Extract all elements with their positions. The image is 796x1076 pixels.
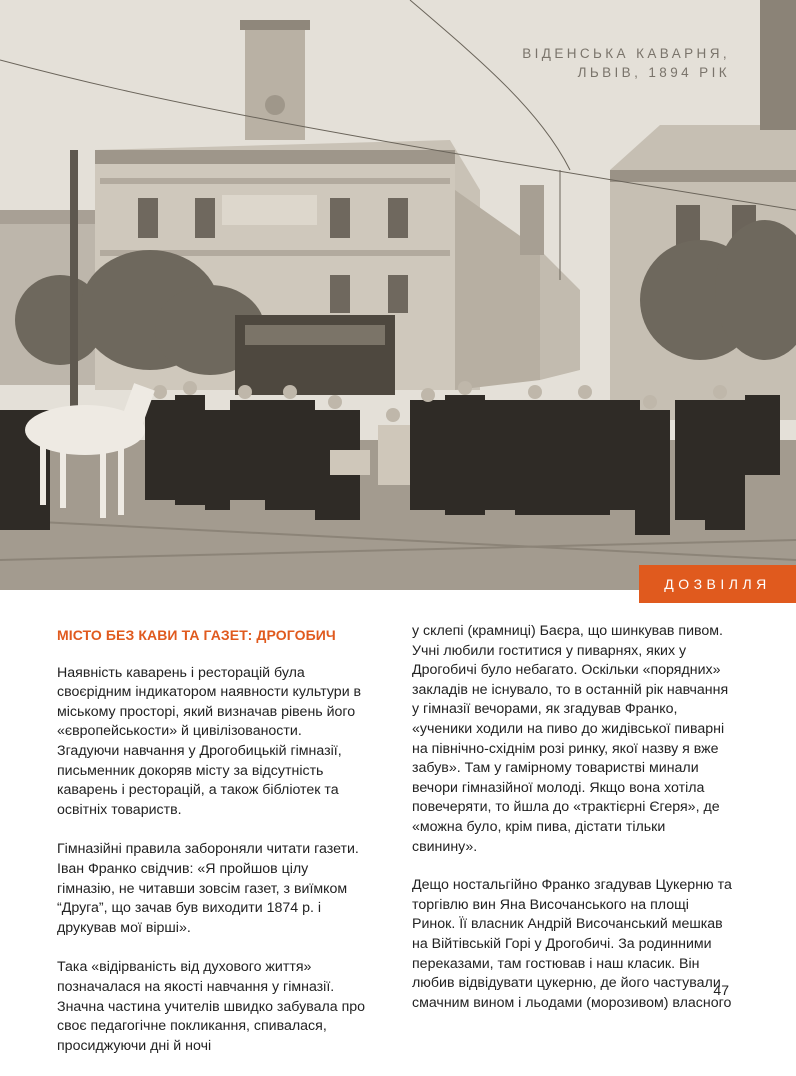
article-right-column	[412, 622, 732, 1032]
caption-line-2: ЛЬВІВ, 1894 РІК	[577, 65, 730, 80]
paragraph: Гімназійні правила забороняли читати газети. Іван Франко свідчив: «Я пройшов цілу гімназію, не читавши зовсім газет, з виїмком “Друга”, що зачав був виходити 1874 р. і друкував мої вірші».	[57, 841, 359, 936]
paragraph: Така «відірваність від духового життя» позначалася на якості навчання у гімназії. Значна частина учителів швидко забувала про своє педагогічне покликання, спивалася, просиджуючи дні й ночі	[57, 959, 366, 1054]
page-number: 47	[713, 982, 729, 998]
paragraph: у склепі (крамниці) Баєра, що шинкував пивом. Учні любили гоститися у пиварнях, яких у Дрогобичі було небагато. Оскільки «порядних» закладів не існувало, то в останній рік навчання у гімназії вечорами, як згадував Франко, «ученики ходили на пиво до жидівської пиварні на північно-східнім розі ринку, якої назву я вже забув». Там у гамірному товаристві минали вечори гімназійної молоді. Якщо вона хотіла повечеряти, то йшла до «трактієрні Єгеря», де «можна було, крім пива, дістати тільки свинину».	[412, 623, 729, 855]
paragraph: Дещо ностальгійно Франко згадував Цукерню та торгівлю вин Яна Височанського на площі Ринок. Її власник Андрій Височанський мешкав на Війтівській Горі у Дрогобичі. За родинними переказами, там гостював і наш класик. Він любив відвідувати цукерню, де його частували смачним вином і льодами (морозивом) власного	[412, 877, 732, 1011]
article-heading: МІСТО БЕЗ КАВИ ТА ГАЗЕТ: ДРОГОБИЧ	[57, 627, 336, 643]
section-tag: ДОЗВІЛЛЯ	[639, 565, 796, 603]
caption-line-1: ВІДЕНСЬКА КАВАРНЯ,	[522, 46, 730, 61]
photo-caption	[522, 44, 730, 82]
article-left-column	[57, 622, 367, 1076]
paragraph: Наявність каварень і ресторацій була своєрідним індикатором наявности культури в міському просторі, який визначав рівень його «європейськости» й цивілізованости. Згадуючи навчання у Дрогобицькій гімназії, письменник докоряв місту за відсутність каварень і ресторацій, а також бібліотек та освітніх товариств.	[57, 664, 362, 818]
